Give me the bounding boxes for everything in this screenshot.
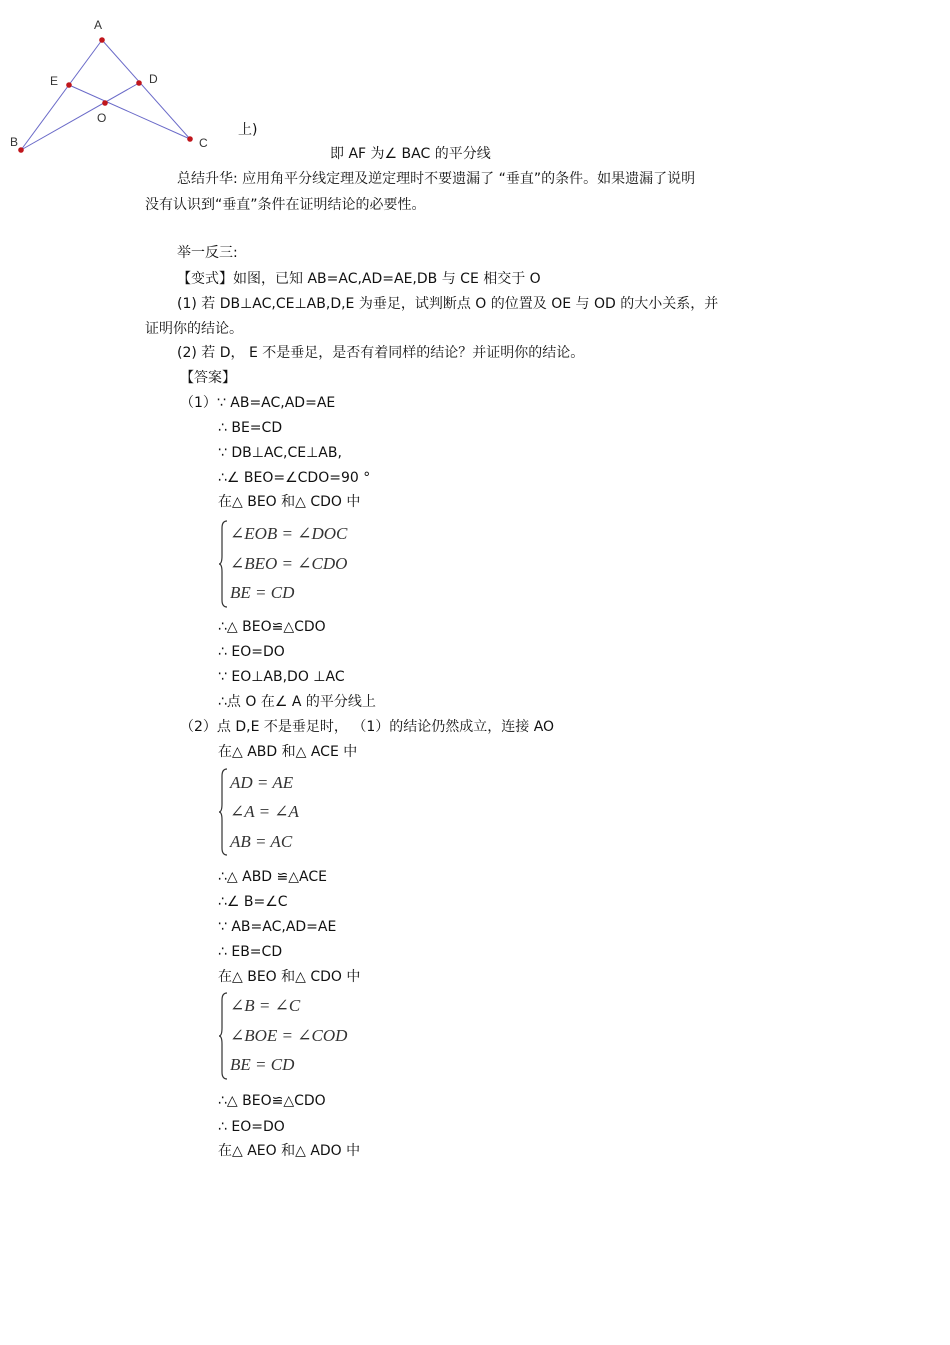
p1-system-row-2: ∠BEO = ∠CDO [230, 554, 348, 573]
p1-line-1: （1）∵ AB=AC,AD=AE [180, 395, 336, 411]
p1-system-row-3: BE = CD [230, 583, 295, 602]
figure-lines [21, 40, 190, 150]
summary-line-1: 总结升华: 应用角平分线定理及逆定理时不要遗漏了 “垂直”的条件。如果遗漏了说明 [177, 171, 696, 187]
p2-system-1-brace [218, 768, 228, 856]
label-o: O [97, 111, 107, 125]
conclusion-line: 即 AF 为∠ BAC 的平分线 [330, 146, 491, 162]
p2-line-5: ∵ AB=AC,AD=AE [218, 919, 337, 935]
p2-line-10: 在△ AEO 和△ ADO 中 [218, 1143, 361, 1159]
text-fragment: 上) [238, 122, 258, 138]
p2-line-3: ∴△ ABD ≌△ACE [218, 869, 327, 885]
label-a: A [94, 18, 103, 32]
label-b: B [10, 135, 19, 149]
p1-line-8: ∵ EO⊥AB,DO ⊥AC [218, 669, 345, 685]
p1-line-6: ∴△ BEO≌△CDO [218, 619, 326, 635]
p2-line-1: （2）点 D,E 不是垂足时， （1）的结论仍然成立，连接 AO [180, 719, 555, 735]
p2-system-1-row-2: ∠A = ∠A [230, 802, 299, 821]
variant-line: 【变式】如图，已知 AB=AC,AD=AE,DB 与 CE 相交于 O [177, 271, 541, 287]
p2-system-2-row-3: BE = CD [230, 1055, 295, 1074]
answer-label: 【答案】 [180, 370, 236, 386]
figure-points [18, 37, 193, 153]
p1-system-row-1: ∠EOB = ∠DOC [230, 524, 348, 543]
p1-line-5: 在△ BEO 和△ CDO 中 [218, 494, 361, 510]
p1-line-9: ∴点 O 在∠ A 的平分线上 [218, 694, 376, 710]
question-1-line-2: 证明你的结论。 [145, 321, 243, 337]
p2-line-7: 在△ BEO 和△ CDO 中 [218, 969, 361, 985]
label-d: D [149, 72, 158, 86]
question-1-line-1: (1) 若 DB⊥AC,CE⊥AB,D,E 为垂足，试判断点 O 的位置及 OE 与 OD 的大小关系，并 [177, 296, 719, 312]
question-2: (2) 若 D， E 不是垂足，是否有着同样的结论？并证明你的结论。 [177, 345, 585, 361]
p2-system-2-row-1: ∠B = ∠C [230, 996, 301, 1015]
p2-line-8: ∴△ BEO≌△CDO [218, 1093, 326, 1109]
p1-line-3: ∵ DB⊥AC,CE⊥AB, [218, 445, 342, 461]
p2-line-4: ∴∠ B=∠C [218, 894, 288, 910]
label-c: C [199, 136, 208, 150]
example-heading: 举一反三: [177, 245, 238, 261]
p2-system-1-row-1: AD = AE [230, 773, 294, 792]
p1-system-brace [218, 520, 228, 608]
label-e: E [50, 74, 59, 88]
p2-line-6: ∴ EB=CD [218, 944, 283, 960]
p1-line-4: ∴∠ BEO=∠CDO=90 ° [218, 470, 371, 486]
geometry-figure [8, 14, 218, 164]
p1-line-7: ∴ EO=DO [218, 644, 285, 660]
p2-system-1-row-3: AB = AC [230, 832, 293, 851]
p2-line-9: ∴ EO=DO [218, 1119, 285, 1135]
p2-system-2-brace [218, 992, 228, 1080]
p2-line-2: 在△ ABD 和△ ACE 中 [218, 744, 358, 760]
p2-system-2-row-2: ∠BOE = ∠COD [230, 1026, 348, 1045]
p1-line-2: ∴ BE=CD [218, 420, 283, 436]
summary-line-2: 没有认识到“垂直”条件在证明结论的必要性。 [145, 197, 426, 213]
